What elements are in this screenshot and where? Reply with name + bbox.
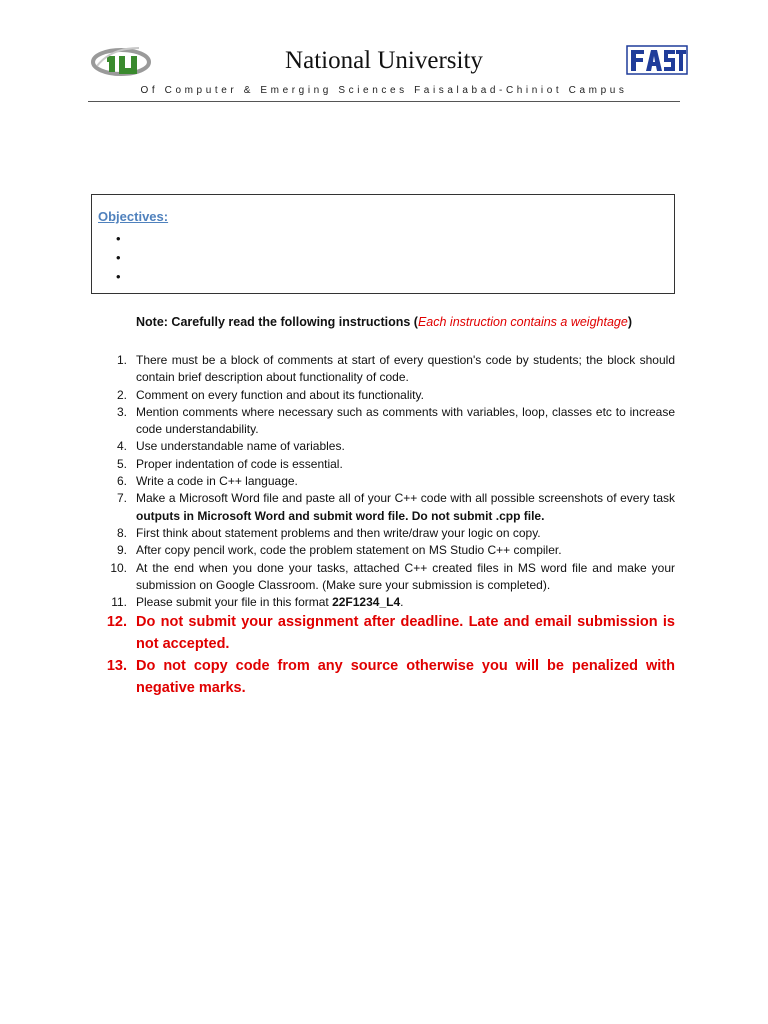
instructions-list	[105, 352, 675, 699]
warning-instruction-item: 12. Do not submit your assignment after deadline. Late and email submission is not accepted.	[106, 614, 675, 653]
instruction-item: 10. At the end when you done your tasks, attached C++ created files in MS word file and make your submission on Google Classroom. (Make sure your submission is completed).	[110, 560, 675, 592]
university-title: National University	[285, 47, 483, 74]
note-emphasis: Each instruction contains a weightage	[417, 315, 628, 329]
instruction-item: 3. Mention comments where necessary such as comments with variables, loop, classes etc to increase code understandability.	[116, 404, 675, 437]
instruction-item: 6. Write a code in C++ language.	[116, 474, 298, 489]
objectives-list	[116, 229, 121, 286]
instruction-item: 7. Make a Microsoft Word file and paste all of your C++ code with all possible screenshots of every task outputs in Microsoft Word and submit word file. Do not submit .cpp file.	[116, 491, 675, 523]
instruction-item: 9. After copy pencil work, code the problem statement on MS Studio C++ compiler.	[116, 543, 562, 558]
campus-subtitle: Of Computer & Emerging Sciences Faisalabad-Chiniot Campus	[140, 85, 628, 96]
instructions-note	[136, 315, 632, 329]
instruction-item: 1. There must be a block of comments at start of every question's code by students; the block should contain brief description about functionality of code.	[116, 353, 675, 385]
note-close: )	[627, 315, 632, 329]
instruction-item: 2. Comment on every function and about its functionality.	[116, 387, 424, 402]
objective-bullet: •	[116, 231, 121, 246]
objective-bullet: •	[116, 269, 121, 284]
objectives-box	[91, 194, 675, 294]
header-divider	[88, 101, 680, 102]
instruction-item: 4. Use understandable name of variables.	[116, 439, 345, 454]
note-lead: Note: Carefully read the following instructions (	[136, 315, 418, 329]
fast-logo-icon	[626, 44, 688, 76]
document-header	[88, 38, 680, 104]
instruction-item: 11. Please submit your file in this format 22F1234_L4.	[111, 595, 404, 610]
objective-bullet: •	[116, 250, 121, 265]
instruction-item: 8. First think about statement problems and then write/draw your logic on copy.	[116, 525, 541, 540]
instruction-item: 5. Proper indentation of code is essential.	[116, 456, 343, 471]
warning-instruction-item: 13. Do not copy code from any source otherwise you will be penalized with negative marks.	[106, 658, 675, 697]
objectives-title: Objectives:	[98, 209, 169, 224]
